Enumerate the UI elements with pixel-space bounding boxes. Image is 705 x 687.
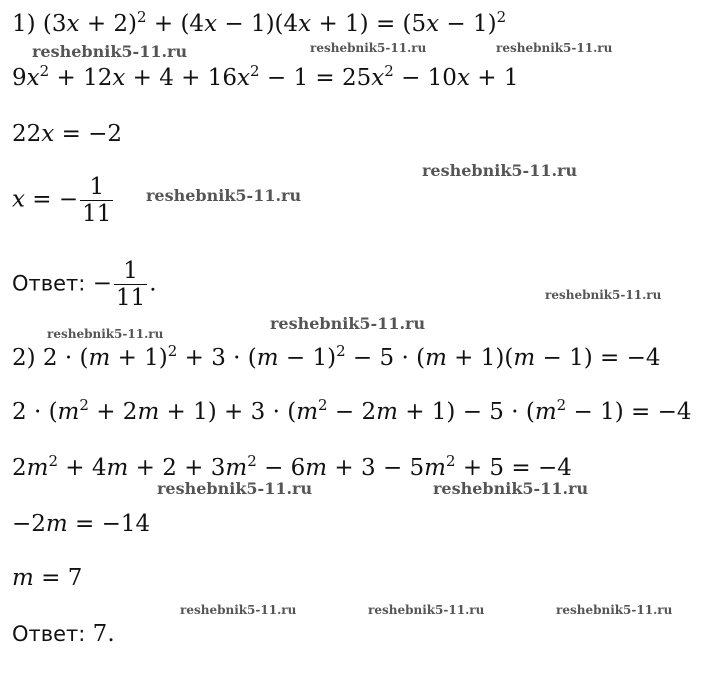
watermark: reshebnik5-11.ru [47, 327, 164, 341]
problem2-answer: Ответ: 7. [12, 621, 115, 647]
problem1-step2: 22x = −2 [12, 121, 123, 147]
watermark: reshebnik5-11.ru [556, 603, 673, 617]
problem1-step1: $9x^2 + 12x + 4 + 16x^2 - 1 = 25x^2 - 10x + 1$ [12, 62, 519, 91]
watermark: reshebnik5-11.ru [496, 41, 613, 55]
problem2-step4: m = 7 [12, 565, 83, 591]
watermark: reshebnik5-11.ru [310, 41, 427, 55]
watermark: reshebnik5-11.ru [32, 42, 188, 61]
problem2-step1: $2 \cdot (m^2 + 2m + 1) + 3 \cdot (m^2 - 2m + 1) - 5 \cdot (m^2 - 1) = -4$ [12, 396, 692, 425]
watermark: reshebnik5-11.ru [433, 479, 589, 498]
fraction: $\frac{1}{11}$ [115, 258, 146, 311]
problem2-step3: −2m = −14 [12, 511, 151, 537]
problem1-answer: Ответ: − $\frac{1}{11}$ . [12, 258, 157, 311]
watermark: reshebnik5-11.ru [180, 603, 297, 617]
watermark: reshebnik5-11.ru [157, 479, 313, 498]
watermark: reshebnik5-11.ru [146, 186, 302, 205]
watermark: reshebnik5-11.ru [422, 161, 578, 180]
watermark: reshebnik5-11.ru [368, 603, 485, 617]
fraction: $\frac{1}{11}$ [82, 174, 112, 227]
watermark: reshebnik5-11.ru [545, 288, 662, 302]
problem1-solution: x = − $\frac{1}{11}$ [12, 174, 112, 227]
watermark: reshebnik5-11.ru [270, 314, 426, 333]
problem2-equation: 2) $2 \cdot (m + 1)^2 + 3 \cdot (m - 1)^2 - 5 \cdot (m + 1)(m - 1) = -4$ [12, 342, 661, 371]
problem1-equation: 1) $(3x + 2)^2 + (4x - 1)(4x + 1) = (5x - 1)^2$ [12, 8, 507, 37]
problem2-step2: $2m^2 + 4m + 2 + 3m^2 - 6m + 3 - 5m^2 + 5 = -4$ [12, 452, 572, 481]
